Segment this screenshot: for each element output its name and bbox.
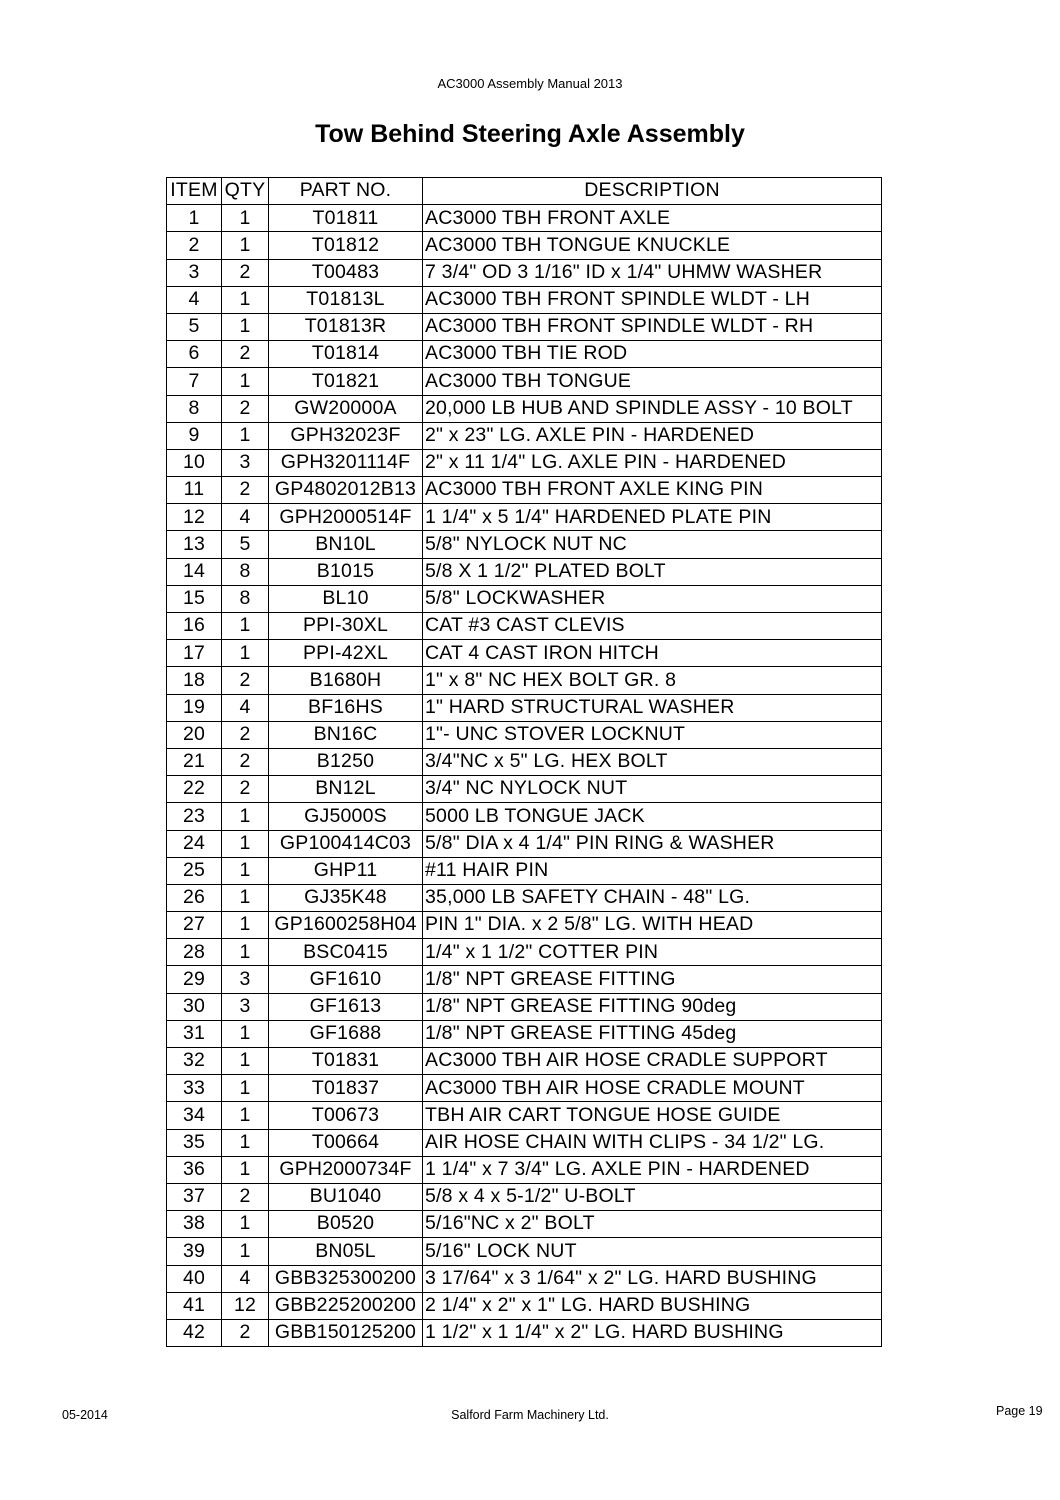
table-row [167,232,882,259]
cell-description: 5/8" NYLOCK NUT NC [423,531,882,558]
cell-part-no: GBB325300200 [269,1265,423,1292]
parts-table-body [167,205,882,1347]
cell-part-no: GJ35K48 [269,884,423,911]
cell-part-no: GJ5000S [269,803,423,830]
table-row [167,1129,882,1156]
cell-item: 33 [167,1075,222,1102]
cell-qty: 1 [222,422,269,449]
cell-description: 1 1/4" x 7 3/4" LG. AXLE PIN - HARDENED [423,1156,882,1183]
cell-part-no: BL10 [269,585,423,612]
table-row [167,531,882,558]
table-row [167,1319,882,1346]
cell-item: 2 [167,232,222,259]
table-row [167,341,882,368]
cell-item: 37 [167,1183,222,1210]
cell-part-no: B1250 [269,748,423,775]
cell-description: PIN 1" DIA. x 2 5/8" LG. WITH HEAD [423,912,882,939]
cell-item: 4 [167,286,222,313]
cell-item: 26 [167,884,222,911]
cell-description: AC3000 TBH AIR HOSE CRADLE MOUNT [423,1075,882,1102]
cell-qty: 8 [222,558,269,585]
table-row [167,259,882,286]
cell-item: 19 [167,694,222,721]
cell-qty: 1 [222,830,269,857]
cell-part-no: BSC0415 [269,939,423,966]
table-row [167,504,882,531]
cell-item: 5 [167,313,222,340]
cell-part-no: T01821 [269,368,423,395]
cell-qty: 1 [222,640,269,667]
table-row [167,477,882,504]
cell-description: 1/8" NPT GREASE FITTING 90deg [423,993,882,1020]
cell-part-no: T01814 [269,341,423,368]
manual-header: AC3000 Assembly Manual 2013 [437,76,623,91]
cell-qty: 1 [222,912,269,939]
table-row [167,1292,882,1319]
cell-part-no: GBB150125200 [269,1319,423,1346]
cell-qty: 4 [222,504,269,531]
cell-item: 34 [167,1102,222,1129]
cell-part-no: GF1613 [269,993,423,1020]
cell-description: 3/4" NC NYLOCK NUT [423,776,882,803]
cell-item: 29 [167,966,222,993]
cell-item: 14 [167,558,222,585]
column-header-part-no: PART NO. [269,178,423,205]
cell-part-no: GPH32023F [269,422,423,449]
cell-description: 7 3/4" OD 3 1/16" ID x 1/4" UHMW WASHER [423,259,882,286]
cell-item: 42 [167,1319,222,1346]
table-row [167,1102,882,1129]
table-row [167,721,882,748]
cell-description: 1" HARD STRUCTURAL WASHER [423,694,882,721]
cell-qty: 1 [222,1129,269,1156]
cell-qty: 2 [222,477,269,504]
cell-part-no: GF1688 [269,1020,423,1047]
cell-qty: 1 [222,803,269,830]
cell-qty: 3 [222,449,269,476]
cell-item: 15 [167,585,222,612]
cell-item: 36 [167,1156,222,1183]
cell-qty: 1 [222,939,269,966]
cell-item: 6 [167,341,222,368]
cell-description: 5/8" LOCKWASHER [423,585,882,612]
column-header-description: DESCRIPTION [423,178,882,205]
cell-description: 1/4" x 1 1/2" COTTER PIN [423,939,882,966]
table-row [167,558,882,585]
cell-item: 21 [167,748,222,775]
cell-qty: 1 [222,1238,269,1265]
cell-item: 31 [167,1020,222,1047]
cell-item: 40 [167,1265,222,1292]
cell-qty: 1 [222,368,269,395]
cell-part-no: T01837 [269,1075,423,1102]
cell-description: 1" x 8" NC HEX BOLT GR. 8 [423,667,882,694]
cell-item: 28 [167,939,222,966]
cell-item: 12 [167,504,222,531]
cell-part-no: BF16HS [269,694,423,721]
cell-qty: 4 [222,694,269,721]
cell-item: 24 [167,830,222,857]
table-row [167,667,882,694]
cell-description: 1/8" NPT GREASE FITTING 45deg [423,1020,882,1047]
cell-item: 22 [167,776,222,803]
table-row [167,1075,882,1102]
cell-part-no: GP1600258H04 [269,912,423,939]
cell-item: 27 [167,912,222,939]
table-row [167,857,882,884]
cell-description: 5/8 X 1 1/2" PLATED BOLT [423,558,882,585]
cell-description: 3/4"NC x 5" LG. HEX BOLT [423,748,882,775]
cell-item: 25 [167,857,222,884]
cell-item: 7 [167,368,222,395]
cell-item: 30 [167,993,222,1020]
cell-part-no: T00664 [269,1129,423,1156]
cell-qty: 8 [222,585,269,612]
cell-qty: 1 [222,1102,269,1129]
cell-item: 11 [167,477,222,504]
cell-item: 17 [167,640,222,667]
cell-item: 13 [167,531,222,558]
table-row [167,830,882,857]
cell-item: 23 [167,803,222,830]
cell-qty: 2 [222,667,269,694]
table-row [167,395,882,422]
cell-part-no: T00483 [269,259,423,286]
cell-part-no: BN16C [269,721,423,748]
cell-qty: 2 [222,748,269,775]
cell-part-no: B1015 [269,558,423,585]
cell-part-no: T01813L [269,286,423,313]
cell-qty: 2 [222,259,269,286]
cell-description: 5/8" DIA x 4 1/4" PIN RING & WASHER [423,830,882,857]
cell-description: AC3000 TBH TONGUE KNUCKLE [423,232,882,259]
column-header-qty: QTY [222,178,269,205]
table-row [167,313,882,340]
cell-part-no: GW20000A [269,395,423,422]
cell-item: 38 [167,1211,222,1238]
table-row [167,694,882,721]
cell-description: 1/8" NPT GREASE FITTING [423,966,882,993]
cell-qty: 2 [222,776,269,803]
cell-part-no: T01812 [269,232,423,259]
footer-company: Salford Farm Machinery Ltd. [451,1408,609,1422]
cell-item: 8 [167,395,222,422]
cell-qty: 1 [222,613,269,640]
cell-part-no: GPH3201114F [269,449,423,476]
table-row [167,1238,882,1265]
cell-description: AC3000 TBH TIE ROD [423,341,882,368]
table-row [167,912,882,939]
table-row [167,640,882,667]
page-title: Tow Behind Steering Axle Assembly [315,120,745,148]
cell-part-no: T01811 [269,205,423,232]
table-row [167,286,882,313]
cell-description: 2" x 11 1/4" LG. AXLE PIN - HARDENED [423,449,882,476]
cell-qty: 4 [222,1265,269,1292]
table-row [167,368,882,395]
cell-description: 5000 LB TONGUE JACK [423,803,882,830]
cell-item: 18 [167,667,222,694]
cell-part-no: B1680H [269,667,423,694]
cell-part-no: T00673 [269,1102,423,1129]
table-header-row [167,178,882,205]
cell-part-no: PPI-42XL [269,640,423,667]
table-row [167,748,882,775]
table-row [167,776,882,803]
table-row [167,585,882,612]
cell-item: 10 [167,449,222,476]
cell-item: 1 [167,205,222,232]
table-row [167,1265,882,1292]
table-row [167,1048,882,1075]
cell-part-no: GF1610 [269,966,423,993]
cell-part-no: B0520 [269,1211,423,1238]
table-row [167,449,882,476]
cell-description: 5/16" LOCK NUT [423,1238,882,1265]
cell-description: AC3000 TBH TONGUE [423,368,882,395]
table-row [167,939,882,966]
cell-qty: 2 [222,721,269,748]
cell-part-no: BU1040 [269,1183,423,1210]
cell-item: 41 [167,1292,222,1319]
cell-part-no: BN05L [269,1238,423,1265]
cell-description: AC3000 TBH FRONT AXLE KING PIN [423,477,882,504]
cell-qty: 12 [222,1292,269,1319]
cell-description: AC3000 TBH AIR HOSE CRADLE SUPPORT [423,1048,882,1075]
table-row [167,1211,882,1238]
cell-item: 16 [167,613,222,640]
cell-item: 32 [167,1048,222,1075]
cell-qty: 1 [222,286,269,313]
table-row [167,1183,882,1210]
cell-description: AC3000 TBH FRONT AXLE [423,205,882,232]
cell-part-no: T01831 [269,1048,423,1075]
table-row [167,1156,882,1183]
table-row [167,993,882,1020]
cell-description: 20,000 LB HUB AND SPINDLE ASSY - 10 BOLT [423,395,882,422]
cell-part-no: GP100414C03 [269,830,423,857]
cell-part-no: GPH2000514F [269,504,423,531]
cell-part-no: GBB225200200 [269,1292,423,1319]
cell-item: 9 [167,422,222,449]
table-row [167,205,882,232]
cell-item: 3 [167,259,222,286]
cell-qty: 1 [222,857,269,884]
cell-description: TBH AIR CART TONGUE HOSE GUIDE [423,1102,882,1129]
cell-qty: 1 [222,205,269,232]
cell-description: AC3000 TBH FRONT SPINDLE WLDT - LH [423,286,882,313]
cell-qty: 1 [222,1075,269,1102]
cell-item: 39 [167,1238,222,1265]
cell-part-no: T01813R [269,313,423,340]
cell-description: CAT 4 CAST IRON HITCH [423,640,882,667]
parts-table [166,177,882,1347]
cell-qty: 1 [222,1156,269,1183]
cell-qty: 2 [222,395,269,422]
cell-item: 20 [167,721,222,748]
cell-qty: 5 [222,531,269,558]
cell-qty: 1 [222,1211,269,1238]
cell-qty: 1 [222,313,269,340]
cell-description: 5/8 x 4 x 5-1/2" U-BOLT [423,1183,882,1210]
footer-date: 05-2014 [62,1408,108,1422]
cell-description: 5/16"NC x 2" BOLT [423,1211,882,1238]
cell-qty: 1 [222,1020,269,1047]
column-header-item: ITEM [167,178,222,205]
cell-description: AIR HOSE CHAIN WITH CLIPS - 34 1/2" LG. [423,1129,882,1156]
cell-description: 3 17/64" x 3 1/64" x 2" LG. HARD BUSHING [423,1265,882,1292]
cell-description: 1 1/2" x 1 1/4" x 2" LG. HARD BUSHING [423,1319,882,1346]
table-row [167,422,882,449]
cell-qty: 3 [222,993,269,1020]
cell-part-no: GHP11 [269,857,423,884]
cell-part-no: BN10L [269,531,423,558]
cell-description: CAT #3 CAST CLEVIS [423,613,882,640]
table-row [167,613,882,640]
footer-page-number: Page 19 [996,1404,1043,1418]
cell-description: 2" x 23" LG. AXLE PIN - HARDENED [423,422,882,449]
cell-qty: 2 [222,341,269,368]
cell-description: 1"- UNC STOVER LOCKNUT [423,721,882,748]
cell-part-no: PPI-30XL [269,613,423,640]
table-row [167,884,882,911]
cell-description: 35,000 LB SAFETY CHAIN - 48" LG. [423,884,882,911]
cell-qty: 2 [222,1319,269,1346]
cell-description: AC3000 TBH FRONT SPINDLE WLDT - RH [423,313,882,340]
cell-description: 2 1/4" x 2" x 1" LG. HARD BUSHING [423,1292,882,1319]
table-row [167,966,882,993]
cell-qty: 1 [222,232,269,259]
cell-description: 1 1/4" x 5 1/4" HARDENED PLATE PIN [423,504,882,531]
cell-item: 35 [167,1129,222,1156]
cell-qty: 1 [222,884,269,911]
table-row [167,803,882,830]
cell-description: #11 HAIR PIN [423,857,882,884]
cell-part-no: BN12L [269,776,423,803]
cell-part-no: GP4802012B13 [269,477,423,504]
cell-qty: 2 [222,1183,269,1210]
table-row [167,1020,882,1047]
cell-qty: 3 [222,966,269,993]
cell-qty: 1 [222,1048,269,1075]
cell-part-no: GPH2000734F [269,1156,423,1183]
